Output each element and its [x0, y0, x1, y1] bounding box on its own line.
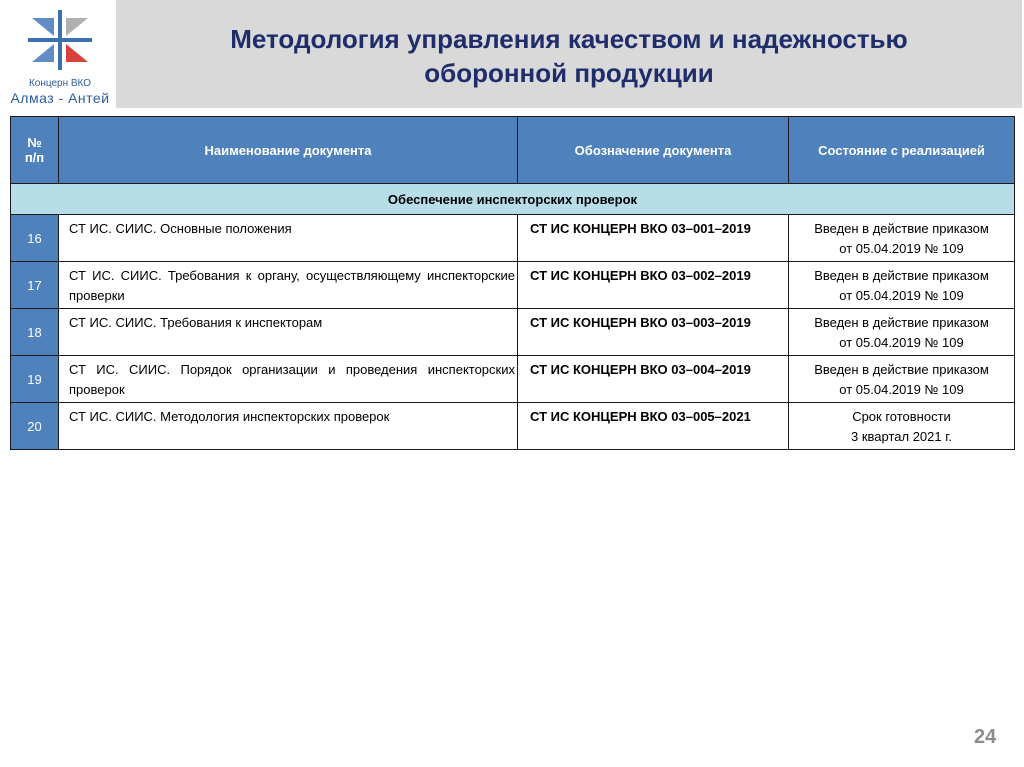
document-code: СТ ИС КОНЦЕРН ВКО 03–001–2019	[518, 215, 789, 262]
document-code: СТ ИС КОНЦЕРН ВКО 03–004–2019	[518, 356, 789, 403]
company-logo	[4, 2, 116, 108]
header-status: Состояние с реализацией	[789, 117, 1015, 184]
document-code: СТ ИС КОНЦЕРН ВКО 03–002–2019	[518, 262, 789, 309]
table-row	[11, 403, 1015, 450]
section-title: Обеспечение инспекторских проверок	[11, 184, 1015, 215]
document-name: СТ ИС. СИИС. Требования к инспекторам	[59, 309, 518, 356]
row-number: 17	[11, 262, 59, 309]
document-status: Введен в действие приказом от 05.04.2019 № 109	[789, 309, 1015, 356]
document-name: СТ ИС. СИИС. Требования к органу, осуществляющему инспекторские проверки	[59, 262, 518, 309]
title-banner	[116, 0, 1022, 108]
section-row	[11, 184, 1015, 215]
table-row	[11, 309, 1015, 356]
header-num: № п/п	[11, 117, 59, 184]
header-code: Обозначение документа	[518, 117, 789, 184]
document-status: Введен в действие приказом от 05.04.2019 № 109	[789, 356, 1015, 403]
table-header	[11, 117, 1015, 184]
document-status: Введен в действие приказом от 05.04.2019 № 109	[789, 262, 1015, 309]
table-row	[11, 356, 1015, 403]
title-line-1: Методология управления качеством и надежностью	[230, 24, 908, 54]
document-name: СТ ИС. СИИС. Порядок организации и проведения инспекторских проверок	[59, 356, 518, 403]
page-number: 24	[974, 726, 997, 748]
logo-emblem-icon	[24, 10, 96, 70]
document-code: СТ ИС КОНЦЕРН ВКО 03–003–2019	[518, 309, 789, 356]
logo-org: Концерн ВКО	[28, 78, 92, 89]
document-name: СТ ИС. СИИС. Основные положения	[59, 215, 518, 262]
document-status: Введен в действие приказом от 05.04.2019 № 109	[789, 215, 1015, 262]
title-line-2: оборонной продукции	[424, 58, 714, 88]
header-name: Наименование документа	[59, 117, 518, 184]
row-number: 18	[11, 309, 59, 356]
page-title	[116, 22, 1022, 90]
document-code: СТ ИС КОНЦЕРН ВКО 03–005–2021	[518, 403, 789, 450]
table-row	[11, 215, 1015, 262]
row-number: 16	[11, 215, 59, 262]
logo-name: Алмаз - Антей	[10, 90, 110, 106]
row-number: 19	[11, 356, 59, 403]
document-status: Срок готовности 3 квартал 2021 г.	[789, 403, 1015, 450]
document-name: СТ ИС. СИИС. Методология инспекторских проверок	[59, 403, 518, 450]
table-row	[11, 262, 1015, 309]
row-number: 20	[11, 403, 59, 450]
documents-table	[10, 116, 1015, 450]
